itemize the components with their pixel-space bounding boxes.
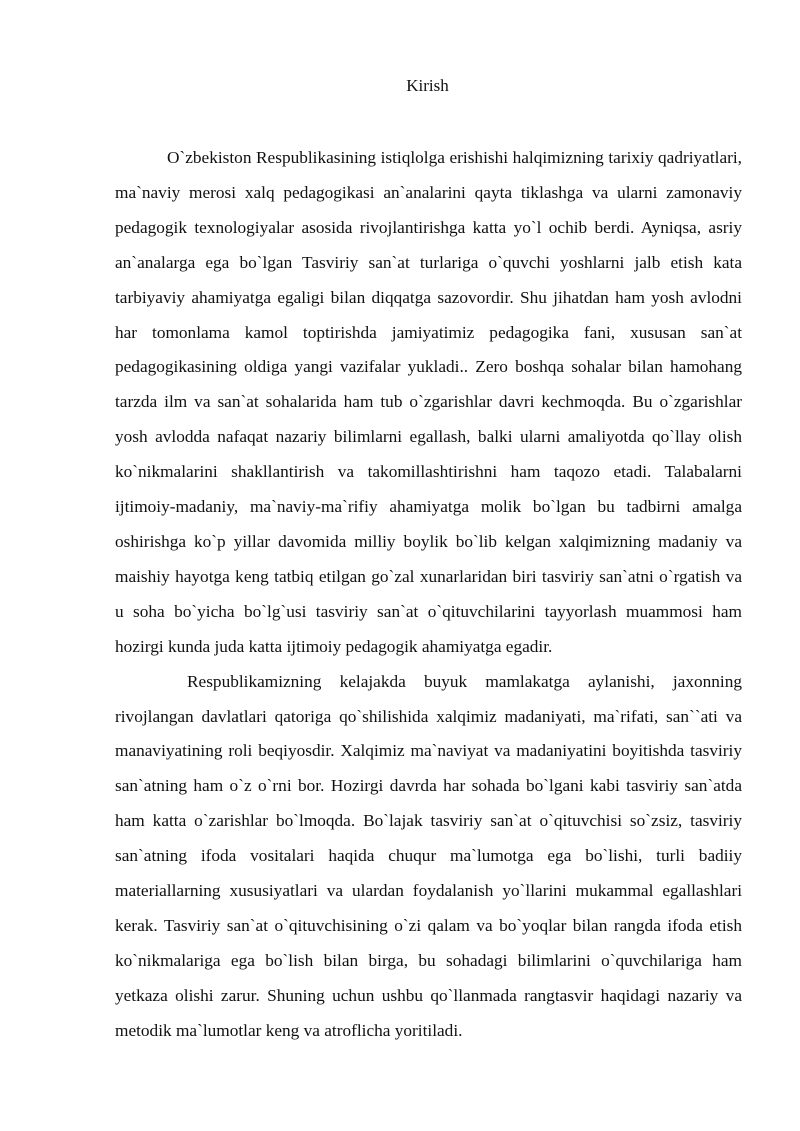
paragraph-intro: O`zbekiston Respublikasining istiqlolga erishishi halqimizning tarixiy qadriyatlari, ma`naviy merosi xalq pedagogikasi an`analarini qayta tiklashga va ularni zamonaviy pedagogik texnologiyalar asosida rivojlantirishga katta yo`l ochib berdi. Ayniqsa, asriy an`analarga ega bo`lgan Tasviriy san`at turlariga o`quvchi yoshlarni jalb etish kata tarbiyaviy ahamiyatga egaligi bilan diqqatga sazovordir. Shu jihatdan ham yosh avlodni har tomonlama kamol toptirishda jamiyatimiz pedagogika fani, xususan san`at pedagogikasining oldiga yangi vazifalar yukladi.. Zero boshqa sohalar bilan hamohang tarzda ilm va san`at sohalarida ham tub o`zgarishlar davri kechmoqda. Bu o`zgarishlar yosh avlodda nafaqat nazariy bilimlarni egallash, balki ularni amaliyotda qo`llay olish ko`nikmalarini shakllantirish va takomillashtirishni ham taqozo etadi. Talabalarni ijtimoiy-madaniy, ma`naviy-ma`rifiy ahamiyatga molik bo`lgan bu tadbirni amalga oshirishga ko`p yillar davomida milliy boylik bo`lib kelgan xalqimizning madaniy va maishiy hayotga keng tatbiq etilgan go`zal xunarlaridan biri tasviriy san`atni o`rgatish va u soha bo`yicha bo`lg`usi tasviriy san`at o`qituvchilarini tayyorlash muammosi ham hozirgi kunda juda katta ijtimoiy pedagogik ahamiyatga egadir.	[115, 148, 742, 656]
page-title: Kirish	[406, 76, 449, 95]
paragraph-republic: Respublikamizning kelajakda buyuk mamlakatga aylanishi, jaxonning rivojlangan davlatlari qatoriga qo`shilishida xalqimiz madaniyati, ma`rifati, san``ati va manaviyatining roli beqiyosdir. Xalqimiz ma`naviyat va madaniyatini boyitishda tasviriy san`atning ham o`z o`rni bor. Hozirgi davrda har sohada bo`lgani kabi tasviriy san`atda ham katta o`zarishlar bo`lmoqda. Bo`lajak tasviriy san`at o`qituvchisi so`zsiz, tasviriy san`atning ifoda vositalari haqida chuqur ma`lumotga ega bo`lishi, turli badiiy materiallarning xususiyatlari va ulardan foydalanish yo`llarini mukammal egallashlari kerak. Tasviriy san`at o`qituvchisining o`zi qalam va bo`yoqlar bilan rangda ifoda etish ko`nikmalariga ega bo`lish bilan birga, bu sohadagi bilimlarini o`quvchilariga ham yetkaza olishi zarur. Shuning uchun ushbu qo`llanmada rangtasvir haqidagi nazariy va metodik ma`lumotlar keng va atroflicha yoritiladi.	[115, 671, 742, 1040]
document-body	[115, 141, 742, 1049]
